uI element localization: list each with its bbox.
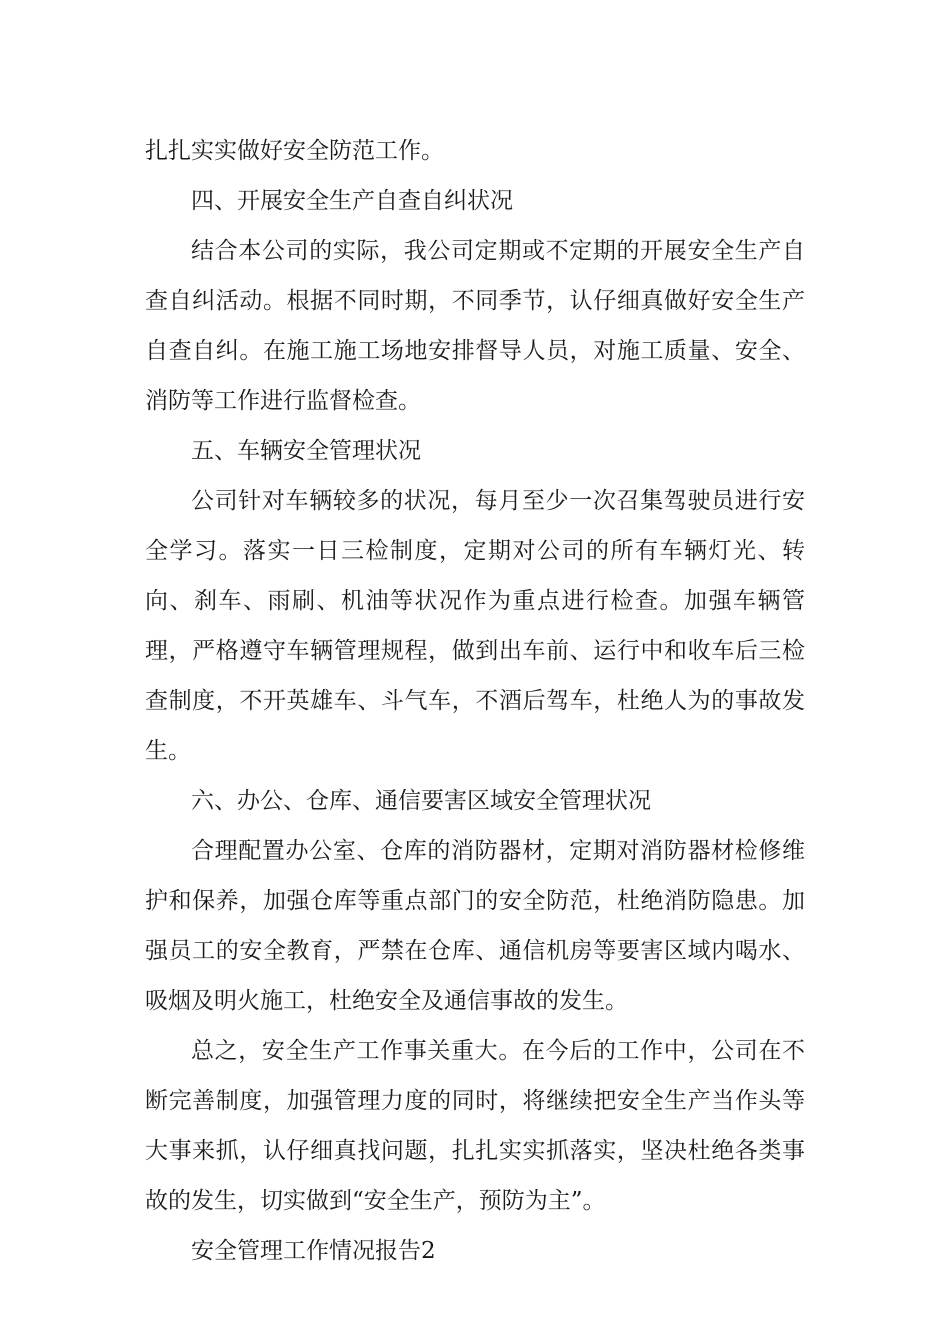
paragraph-self-inspection: 结合本公司的实际，我公司定期或不定期的开展安全生产自查自纠活动。根据不同时期，不同季节，认仔细真做好安全生产自查自纠。在施工施工场地安排督导人员，对施工质量、安全、消防等工作进行监督检查。 [145, 238, 805, 414]
paragraph-conclusion: 总之，安全生产工作事关重大。在今后的工作中，公司在不断完善制度，加强管理力度的同时，将继续把安全生产当作头等大事来抓，认仔细真找问题，扎扎实实抓落实，坚决杜绝各类事故的发生，切实做到“安全生产，预防为主”。 [145, 1038, 805, 1214]
section-heading-office-warehouse: 六、办公、仓库、通信要害区域安全管理状况 [191, 788, 651, 814]
paragraph-office-warehouse: 合理配置办公室、仓库的消防器材，定期对消防器材检修维护和保养，加强仓库等重点部门的安全防范，杜绝消防隐患。加强员工的安全教育，严禁在仓库、通信机房等要害区域内喝水、吸烟及明火施工，杜绝安全及通信事故的发生。 [145, 838, 805, 1014]
paragraph-vehicle-safety: 公司针对车辆较多的状况，每月至少一次召集驾驶员进行安全学习。落实一日三检制度，定期对公司的所有车辆灯光、转向、刹车、雨刷、机油等状况作为重点进行检查。加强车辆管理，严格遵守车辆管理规程，做到出车前、运行中和收车后三检查制度，不开英雄车、斗气车，不酒后驾车，杜绝人为的事故发生。 [145, 488, 805, 764]
paragraph-continuation: 扎扎实实做好安全防范工作。 [145, 138, 444, 164]
report-title-2: 安全管理工作情况报告2 [191, 1238, 436, 1264]
section-heading-self-inspection: 四、开展安全生产自查自纠状况 [191, 188, 513, 214]
section-heading-vehicle-safety: 五、车辆安全管理状况 [191, 438, 421, 464]
document-body [145, 126, 805, 1276]
